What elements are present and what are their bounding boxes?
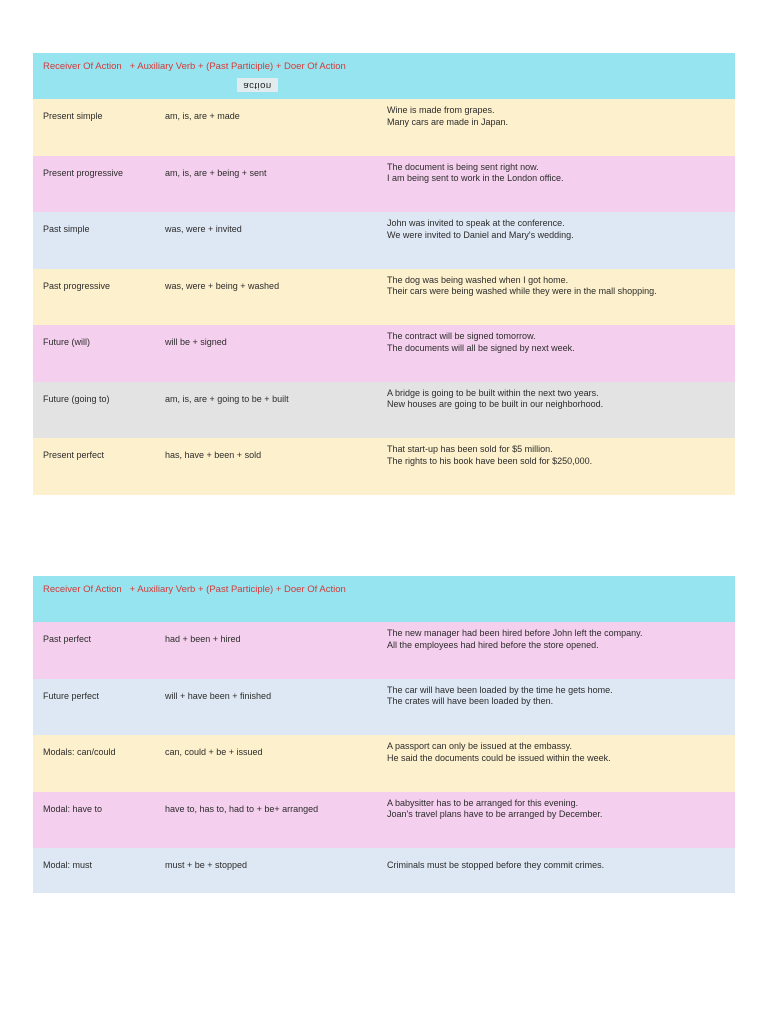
table-header	[33, 576, 735, 622]
examples	[387, 275, 657, 298]
examples	[387, 105, 508, 128]
example-sentence: The rights to his book have been sold for $250,000.	[387, 455, 593, 466]
examples	[387, 685, 613, 708]
examples	[387, 798, 602, 821]
table-body	[33, 99, 735, 495]
examples	[387, 331, 575, 354]
example-sentence: A babysitter has to be arranged for this evening.	[387, 797, 579, 808]
tense-formula: will + have been + finished	[165, 690, 272, 701]
example-sentence: Many cars are made in Japan.	[387, 116, 509, 127]
example-sentence: Criminals must be stopped before they commit crimes.	[387, 860, 605, 870]
tense-name: Past perfect	[43, 634, 92, 644]
tense-name: Present simple	[43, 111, 103, 121]
example-sentence: The crates will have been loaded by then.	[387, 696, 554, 706]
examples	[387, 162, 563, 185]
tense-formula: am, is, are + made	[165, 111, 240, 121]
tense-name: Past simple	[43, 224, 90, 234]
table-row	[33, 99, 735, 156]
example-sentence: New houses are going to be built in our neighborhood.	[387, 399, 604, 409]
header-formula: Receiver Of Action + Auxiliary Verb + (Past Participle) + Doer Of Action	[43, 584, 346, 595]
header-formula: Receiver Of Action + Auxiliary Verb + (Past Participle) + Doer Of Action	[43, 61, 346, 72]
tense-name: Modal: must	[43, 860, 93, 870]
tense-name: Present progressive	[43, 167, 124, 178]
tense-name: Modals: can/could	[43, 747, 116, 757]
examples	[387, 628, 643, 651]
tense-formula: am, is, are + going to be + built	[165, 393, 289, 404]
tense-formula: had + been + hired	[165, 634, 241, 644]
example-sentence: The dog was being washed when I got home.	[387, 274, 569, 285]
tense-formula: can, could + be + issued	[165, 747, 263, 757]
table-row	[33, 848, 735, 893]
table-row	[33, 622, 735, 679]
example-sentence: Their cars were being washed while they were in the mall shopping.	[387, 286, 657, 296]
tense-name: Future perfect	[43, 690, 100, 701]
example-sentence: That start-up has been sold for $5 million.	[387, 444, 553, 454]
table-row	[33, 325, 735, 382]
example-sentence: The new manager had been hired before John left the company.	[387, 628, 643, 638]
tense-formula: was, were + being + washed	[165, 280, 280, 291]
table-row	[33, 156, 735, 213]
example-sentence: We were invited to Daniel and Mary's wedding.	[387, 229, 574, 240]
flipped-label: action	[243, 79, 272, 91]
example-sentence: All the employees had hired before the store opened.	[387, 639, 599, 650]
tense-name: Modal: have to	[43, 803, 103, 814]
tense-formula: will be + signed	[165, 337, 227, 347]
table-row	[33, 212, 735, 269]
tense-name: Present perfect	[43, 450, 105, 460]
tense-name: Past progressive	[43, 280, 111, 291]
tense-name: Future (going to)	[43, 393, 110, 404]
table-row	[33, 679, 735, 736]
table-header	[33, 53, 735, 99]
example-sentence: The document is being sent right now.	[387, 161, 539, 172]
examples	[387, 741, 611, 764]
example-sentence: The documents will all be signed by next week.	[387, 342, 575, 353]
example-sentence: The contract will be signed tomorrow.	[387, 331, 536, 341]
passive-voice-table-1	[33, 53, 735, 495]
passive-voice-table-2	[33, 576, 735, 893]
example-sentence: I am being sent to work in the London office.	[387, 173, 564, 183]
table-row	[33, 438, 735, 495]
examples	[387, 218, 574, 241]
tense-formula: was, were + invited	[165, 224, 242, 234]
table-row	[33, 792, 735, 849]
example-sentence: John was invited to speak at the conference.	[387, 218, 565, 228]
table-body	[33, 622, 735, 893]
tense-formula: have to, has to, had to + be+ arranged	[165, 803, 319, 814]
tense-name: Future (will)	[43, 337, 91, 347]
tense-formula: am, is, are + being + sent	[165, 167, 267, 178]
example-sentence: Wine is made from grapes.	[387, 105, 495, 115]
tense-formula: has, have + been + sold	[165, 450, 262, 460]
examples	[387, 444, 592, 467]
examples	[387, 860, 604, 872]
tense-formula: must + be + stopped	[165, 860, 248, 870]
example-sentence: He said the documents could be issued within the week.	[387, 752, 611, 763]
example-sentence: A bridge is going to be built within the next two years.	[387, 387, 599, 398]
example-sentence: Joan's travel plans have to be arranged by December.	[387, 809, 603, 819]
table-row	[33, 382, 735, 439]
flipped-label-box	[237, 78, 278, 92]
examples	[387, 388, 603, 411]
example-sentence: The car will have been loaded by the time he gets home.	[387, 684, 613, 695]
table-row	[33, 269, 735, 326]
table-row	[33, 735, 735, 792]
example-sentence: A passport can only be issued at the embassy.	[387, 741, 572, 751]
